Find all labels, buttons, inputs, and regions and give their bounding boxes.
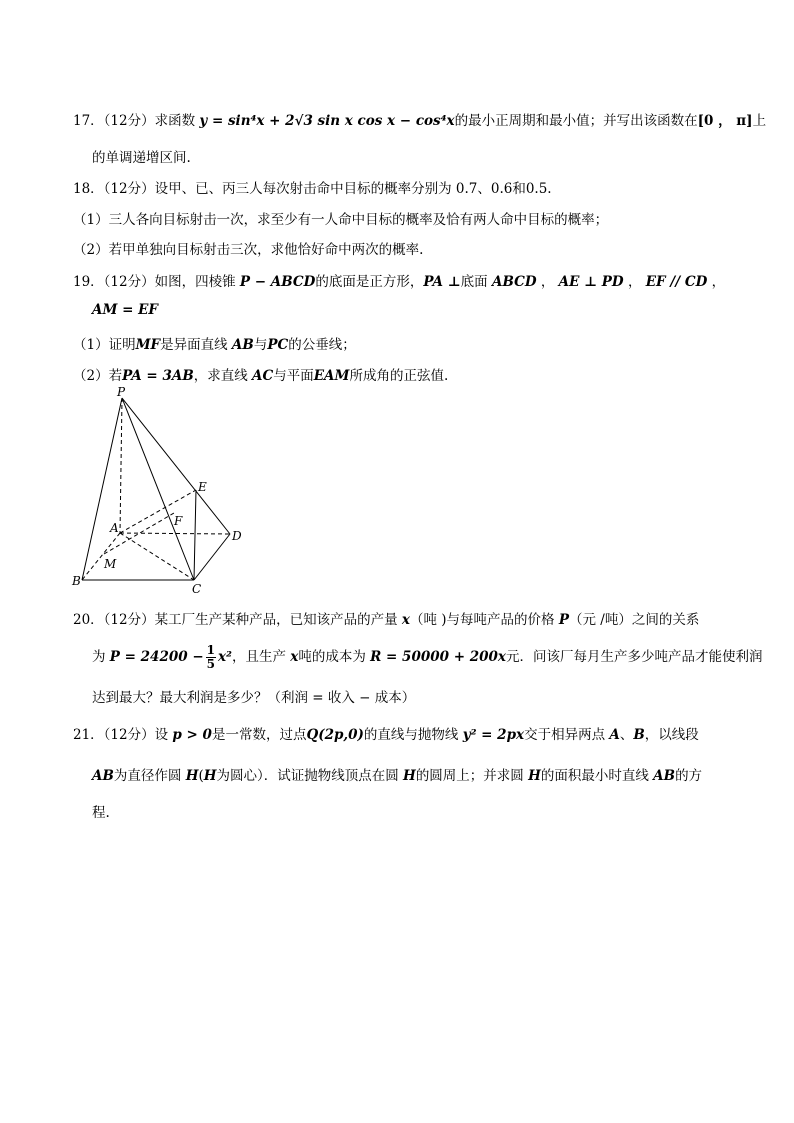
problem-17-label: 17．（12分） (73, 113, 155, 129)
label-P: P (117, 385, 126, 399)
edge-PB (82, 398, 122, 580)
problem-17-interval: [0 ， π] (697, 113, 753, 129)
label-C: C (192, 582, 202, 595)
problem-17-line-1: 17．（12分）求函数 y = sin⁴x + 2√3 sin x cos x − cos⁴x的最小正周期和最小值；并写出该函数在[0 ， π]上 (73, 113, 767, 129)
problem-21-line-1: 21．（12分）设 p > 0是一常数，过点Q(2p,0)的直线与抛物线 y² = 2px交于相异两点 A、B，以线段 (73, 727, 699, 743)
edge-AC (120, 533, 194, 580)
problem-19-condition: AM = EF (92, 302, 159, 318)
problem-18-stem: 18．（12分）设甲、已、丙三人每次射击命中目标的概率分别为 0.7、0.6和0.5. (73, 181, 552, 197)
label-B: B (72, 574, 81, 588)
problem-19-q2: （2）若PA = 3AB，求直线 AC与平面EAM所成角的正弦值. (73, 368, 449, 384)
problem-18-q2: （2）若甲单独向目标射击三次，求他恰好命中两次的概率. (73, 242, 424, 258)
edge-CE (194, 490, 196, 580)
label-E: E (198, 480, 207, 494)
problem-21-line-3: 程. (92, 805, 110, 821)
label-A: A (110, 521, 119, 535)
problem-19-stem: 19．（12分）如图，四棱锥 P − ABCD的底面是正方形，PA ⊥底面 ABCD ， AE ⊥ PD ， EF // CD ， (73, 274, 726, 290)
problem-21-line-2: AB为直径作圆 H(H为圆心）．试证抛物线顶点在圆 H的圆周上；并求圆 H的面积最小时直线 AB的方 (92, 768, 703, 784)
problem-19-q1: （1）证明MF是异面直线 AB与PC的公垂线； (73, 337, 356, 353)
edge-PA (120, 398, 122, 533)
problem-18-q1: （1）三人各向目标射击一次，求至少有一人命中目标的概率及恰有两人命中目标的概率； (73, 212, 609, 228)
label-D: D (232, 529, 242, 543)
edge-PC (122, 398, 194, 580)
problem-17-formula: y = sin⁴x + 2√3 sin x cos x − cos⁴x (199, 113, 455, 129)
edge-AE (120, 490, 196, 533)
pyramid-figure (70, 385, 260, 595)
fraction-one-fifth: $\frac{1}{5}$ (206, 643, 215, 671)
edge-CD (194, 534, 230, 580)
label-F: F (174, 514, 183, 528)
problem-20-line-3: 达到最大？最大利润是多少？（利润 = 收入 − 成本） (92, 690, 416, 706)
label-M: M (104, 557, 117, 571)
problem-20-line-2: 为 P = 24200 − $\frac{1}{5}$ x²，且生产 x吨的成本为 R = 50000 + 200x元．问该厂每月生产多少吨产品才能使利润 (92, 643, 763, 671)
problem-20-line-1: 20．（12分）某工厂生产某种产品，已知该产品的产量 x（吨 )与每吨产品的价格 P（元 /吨）之间的关系 (73, 612, 700, 628)
problem-17-line-2: 的单调递增区间. (92, 150, 191, 166)
